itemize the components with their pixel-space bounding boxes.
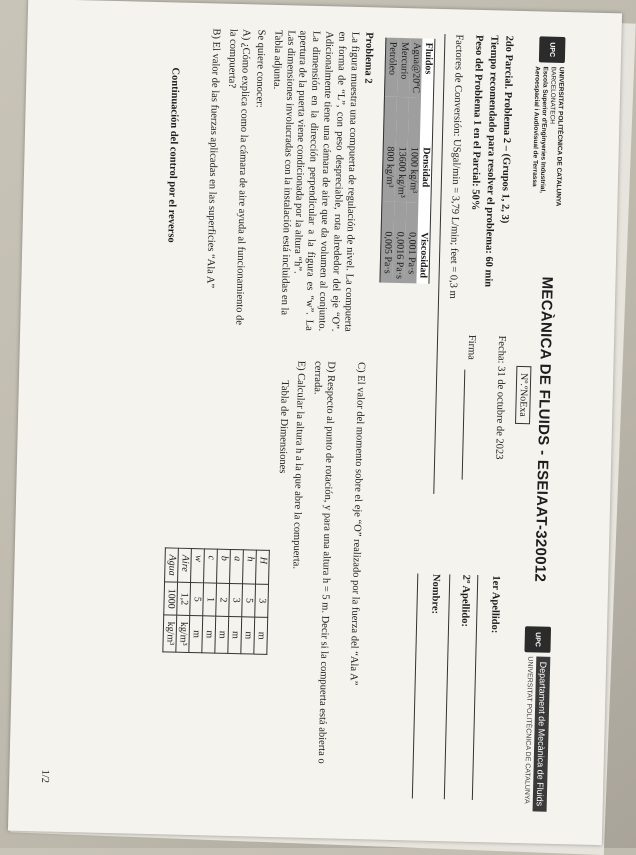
exam-number-box: Nº.ºNoExa <box>515 366 531 424</box>
surname1-label: 1er Apellido: <box>488 575 502 634</box>
signature-label: Firma <box>465 334 478 361</box>
exam-title: 2do Parcial. Problema 2 – (Grupos 1, 2, 3) <box>498 35 515 224</box>
school-line-1: Escola Superior d'Enginyeries Industrial, <box>538 66 549 194</box>
surname1-line <box>472 575 478 800</box>
dimension-unit: m <box>241 617 255 654</box>
dimensions-text: Las dimensiones involucradas con la instalación está incluidas en la Tabla adjunta. <box>271 29 297 316</box>
dimension-symbol: h <box>243 550 257 584</box>
signature-line <box>462 370 466 480</box>
continue-note: Continuación del control por el reverso <box>165 67 181 243</box>
page-number: 1/2 <box>39 769 51 784</box>
fluid-viscosity: 0,005 Pa·s <box>380 201 394 283</box>
fluid-density: 1000 kg/m³ <box>406 97 421 202</box>
fluids-table <box>379 38 435 284</box>
dimension-symbol: w <box>191 549 205 583</box>
dimension-value: 3 <box>255 584 269 617</box>
problem-weight: Peso del Problema 1 en el Parcial: 50% <box>469 34 485 211</box>
header-divider <box>433 34 445 494</box>
question-d: D) Respecto al punto de rotación, y para una altura h = 5 m. Decir si la compuerta está abierta o cerrada. <box>311 360 337 764</box>
school-line-2: Aeroespacial i Audiovisual de Terrassa <box>530 66 541 187</box>
dimension-unit: m <box>202 616 216 653</box>
surname2-line <box>444 574 450 799</box>
question-b: B) El valor de las fuerzas aplicadas en las superficies “Ala A” <box>204 28 222 289</box>
fluid-density: 800 kg/m³ <box>382 96 397 201</box>
dimension-unit: m <box>254 617 268 654</box>
question-a: A) ¿Cómo explica como la cámara de aire ayuda al funcionamiento de la compuerta? <box>226 28 252 326</box>
dimensions-table <box>162 547 270 654</box>
fluids-header: Viscosidad <box>416 202 430 284</box>
page-title: MECÀNICA DE FLUIDS - ESEIAAT-320012 <box>531 276 556 583</box>
fluid-viscosity: 0,001 Pa·s <box>404 202 418 284</box>
recommended-time: Tiempo recomendado para resolver el problema: 60 min <box>482 35 500 288</box>
problem-text: La figura muestra una compuerta de regulación de nivel. La compuerta en forma de “L”, con peso despreciable, rota alrededor del eje “O”. Adicionalmente tiene una cámara de aire que da volumen al conjunto. La dimensión en la dirección perpendicular a la figura es “w”. La apertura de la puerta viene condicionada por la altura “h”. <box>291 30 361 332</box>
fluid-name: Mercurio <box>397 38 410 97</box>
dimension-symbol: a <box>230 549 244 583</box>
table-row <box>254 550 270 654</box>
exam-page <box>29 24 568 806</box>
question-e: E) Calcular la altura h a la que abre la compuerta. <box>290 360 307 570</box>
conversion-factors: Factores de Conversión: USgal/min = 3,79 L/min; feet = 0,3 m <box>447 34 465 299</box>
question-c: C) El valor del momento sobre el eje “O” realizado por la fuerza del “Ala A” <box>347 361 367 686</box>
dimension-symbol: Agua <box>165 548 179 582</box>
dimensions-table-title: Tabla de Dimensiones <box>276 380 291 474</box>
department-name: Departament de Mecànica de Fluids <box>533 656 551 811</box>
surname2-label: 2º Apellido: <box>459 574 472 628</box>
dimension-unit: m <box>215 616 229 653</box>
university-name: UNIVERSITAT POLITÈCNICA DE CATALUNYA <box>554 66 565 207</box>
dimension-symbol: b <box>217 549 231 583</box>
dimension-symbol: c <box>204 549 218 583</box>
fluids-header: Fluidos <box>421 39 435 98</box>
exam-sheet <box>8 0 622 845</box>
upc-logo: UPC <box>539 36 566 63</box>
name-label: Nombre: <box>429 573 442 615</box>
dimension-unit: m <box>228 617 242 654</box>
department-university: UNIVERSITAT POLITÈCNICA DE CATALUNYA <box>522 656 534 804</box>
dimension-value: 5 <box>190 583 204 616</box>
fluid-viscosity: 0,0016 Pa·s <box>392 202 406 284</box>
dimension-value: 1 <box>203 583 217 616</box>
fluid-name: Agua@20ºC <box>409 38 422 97</box>
name-line <box>412 574 418 799</box>
dimension-value: 1,2 <box>177 582 191 615</box>
dimension-unit: kg/m³ <box>176 615 190 652</box>
problem-title: Problema 2 <box>362 32 375 84</box>
dimension-value: 3 <box>229 584 243 617</box>
dimension-symbol: H <box>256 550 270 584</box>
fluids-header: Densidad <box>418 97 433 202</box>
dept-logo: UPC <box>524 626 551 653</box>
fluid-density: 13600 kg/m³ <box>394 97 409 202</box>
dimension-value: 2 <box>216 583 230 616</box>
university-sub: BARCELONATECH <box>548 66 557 125</box>
dimension-value: 1000 <box>164 582 178 615</box>
dimension-value: 5 <box>242 584 256 617</box>
dimension-symbol: Aire <box>178 548 192 582</box>
fluid-name: Petróleo <box>384 38 398 97</box>
ask-text: Se quiere conocer: <box>253 29 267 108</box>
dimension-unit: kg/m³ <box>163 615 177 652</box>
exam-date: Fecha: 31 de octubre de 2023 <box>493 335 508 460</box>
dimension-unit: m <box>189 616 203 653</box>
